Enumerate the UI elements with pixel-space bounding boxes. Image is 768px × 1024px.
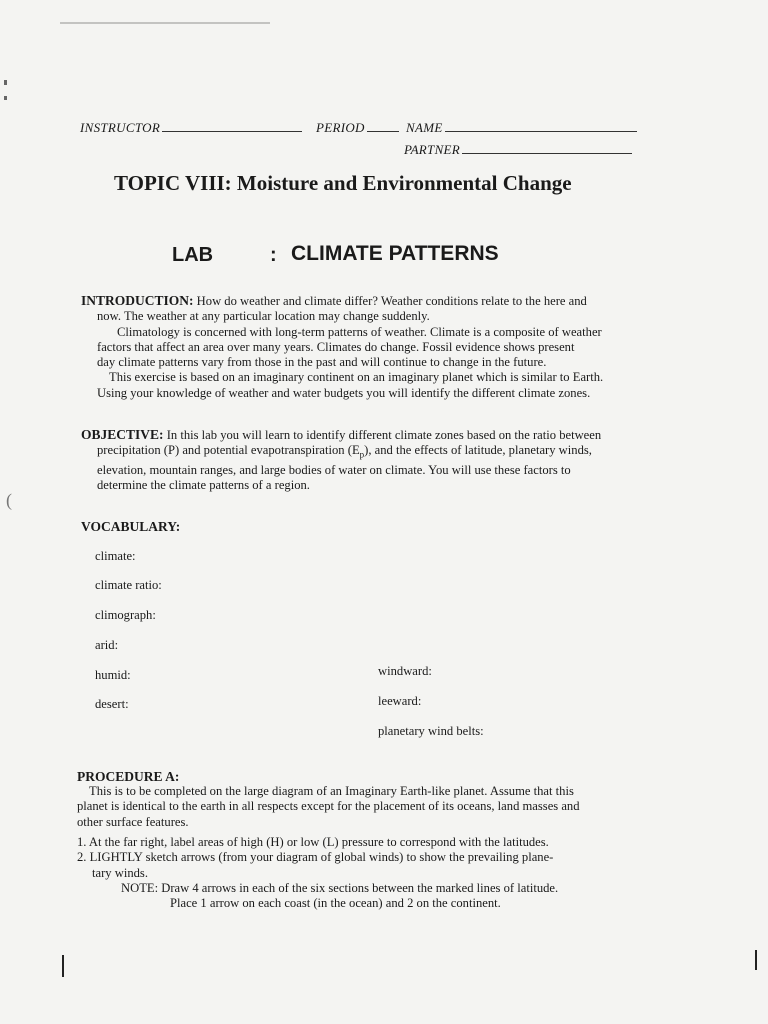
procedure-a-intro xyxy=(77,784,757,830)
objective-line: elevation, mountain ranges, and large bodies of water on climate. You will use these factors to xyxy=(97,463,571,478)
scan-artifact xyxy=(4,80,7,85)
procedure-a-heading: PROCEDURE A: xyxy=(77,769,180,784)
vocab-term: desert: xyxy=(95,697,129,711)
step-item xyxy=(77,835,757,850)
vocab-term: leeward: xyxy=(378,694,422,708)
procedure-line: This is to be completed on the large diagram of an Imaginary Earth-like planet. Assume that this xyxy=(89,784,574,798)
step-item xyxy=(77,850,757,865)
period-field xyxy=(316,120,399,136)
scan-artifact xyxy=(62,955,64,977)
step-text: LIGHTLY sketch arrows (from your diagram of global winds) to show the prevailing plane- xyxy=(89,850,554,865)
note-label: NOTE: xyxy=(121,880,159,895)
procedure-a-steps xyxy=(77,835,757,911)
intro-line: factors that affect an area over many years. Climates do change. Fossil evidence shows present xyxy=(97,339,575,354)
procedure-line: planet is identical to the earth in all respects except for the placement of its oceans, land masses and xyxy=(77,799,580,814)
intro-line: day climate patterns vary from those in the past and will continue to change in the future. xyxy=(97,355,547,370)
step-number: 1. xyxy=(77,835,87,849)
vocabulary-heading: VOCABULARY: xyxy=(81,519,181,534)
intro-line: Climatology is concerned with long-term patterns of weather. Climate is a composite of weather xyxy=(117,324,602,339)
period-blank[interactable] xyxy=(367,130,399,132)
lab-number: : xyxy=(270,244,277,266)
scan-artifact: ( xyxy=(6,490,12,510)
vocab-term: planetary wind belts: xyxy=(378,724,484,738)
name-label: NAME xyxy=(406,120,443,135)
step-text-continued: tary winds. xyxy=(92,865,148,880)
partner-field xyxy=(404,142,632,158)
vocab-term: humid: xyxy=(95,668,131,682)
period-label: PERIOD xyxy=(316,120,365,135)
name-field xyxy=(406,120,637,136)
instructor-blank[interactable] xyxy=(162,130,302,132)
partner-blank[interactable] xyxy=(462,152,632,154)
note-line: Draw 4 arrows in each of the six sections between the marked lines of latitude. xyxy=(161,880,559,895)
objective-heading: OBJECTIVE: xyxy=(81,427,164,442)
objective-line: determine the climate patterns of a region. xyxy=(97,478,310,493)
procedure-line: other surface features. xyxy=(77,814,189,829)
intro-line: Using your knowledge of weather and water budgets you will identify the different climate zones. xyxy=(97,385,591,400)
intro-line: How do weather and climate differ? Weather conditions relate to the here and xyxy=(196,294,587,308)
partner-label: PARTNER xyxy=(404,142,461,157)
lab-name: CLIMATE PATTERNS xyxy=(291,242,499,265)
instructor-label: INSTRUCTOR xyxy=(80,120,161,135)
objective-line: In this lab you will learn to identify different climate zones based on the ratio between xyxy=(166,428,602,442)
objective-line: precipitation (P) and potential evapotranspiration (E xyxy=(97,443,360,458)
lab-label: LAB xyxy=(172,244,214,266)
vocab-term: climograph: xyxy=(95,608,156,622)
instructor-field xyxy=(80,120,302,136)
introduction-heading: INTRODUCTION: xyxy=(81,293,194,308)
note-line: Place 1 arrow on each coast (in the ocean) and 2 on the continent. xyxy=(170,896,501,911)
vocab-term: climate ratio: xyxy=(95,578,162,592)
scan-artifact xyxy=(4,96,7,100)
objective-section xyxy=(81,427,761,494)
step-text: At the far right, label areas of high (H) or low (L) pressure to correspond with the latitudes. xyxy=(88,835,549,849)
step-number: 2. xyxy=(77,850,87,865)
subscript-p: p xyxy=(359,449,365,460)
vocab-term: arid: xyxy=(95,638,119,652)
topic-title: TOPIC VIII: Moisture and Environmental Change xyxy=(114,171,572,195)
intro-line: This exercise is based on an imaginary continent on an imaginary planet which is similar to Earth. xyxy=(109,370,604,385)
objective-line: ), and the effects of latitude, planetary winds, xyxy=(364,443,592,458)
introduction-section xyxy=(81,293,761,401)
vocab-term: windward: xyxy=(378,664,432,678)
intro-line: now. The weather at any particular location may change suddenly. xyxy=(97,309,430,324)
name-blank[interactable] xyxy=(445,130,637,132)
scan-artifact xyxy=(60,22,270,24)
vocab-term: climate: xyxy=(95,549,136,563)
scan-artifact xyxy=(755,950,757,970)
